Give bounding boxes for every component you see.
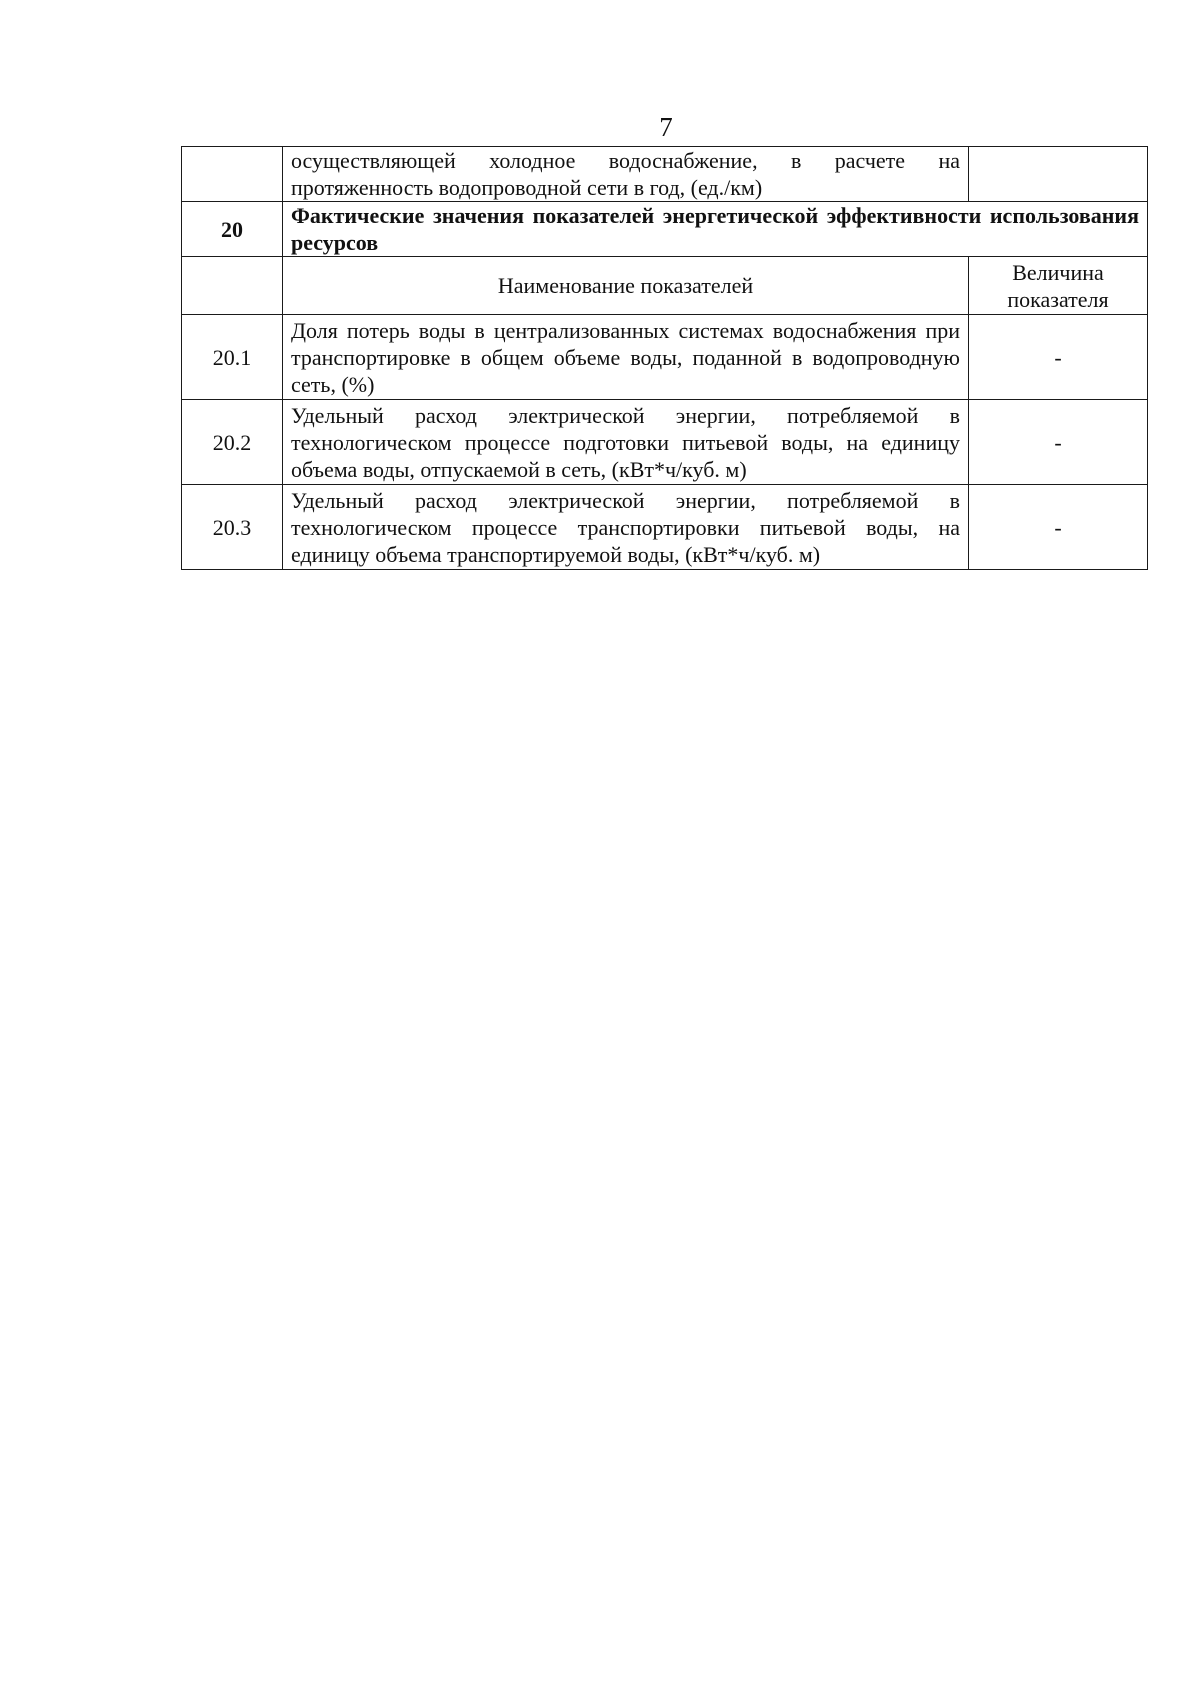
cell-indicator-name: Удельный расход электрической энергии, потребляемой в технологическом процессе подготовки питьевой воды, на единицу объема воды, отпускаемой в сеть, (кВт*ч/куб. м) [283,400,969,485]
section-title: Фактические значения показателей энергетической эффективности использования ресурсов [283,202,1148,257]
cell-indicator-name: Доля потерь воды в централизованных системах водоснабжения при транспортировке в общем объеме воды, поданной в водопроводную сеть, (%) [283,315,969,400]
cell-indicator-name: Удельный расход электрической энергии, потребляемой в технологическом процессе транспортировки питьевой воды, на единицу объема транспортируемой воды, (кВт*ч/куб. м) [283,485,969,570]
cell-number: 20.1 [182,315,283,400]
header-number-cell [182,257,283,315]
table-row [182,485,1148,570]
cell-number [182,147,283,202]
indicators-table [181,146,1148,570]
cell-value [969,147,1148,202]
cell-value: - [969,400,1148,485]
table-row-continuation [182,147,1148,202]
cell-number: 20.2 [182,400,283,485]
cell-value: - [969,315,1148,400]
header-indicator-name: Наименование показателей [283,257,969,315]
cell-value: - [969,485,1148,570]
section-number: 20 [182,202,283,257]
header-indicator-value: Величина показателя [969,257,1148,315]
table-row [182,400,1148,485]
table-row [182,315,1148,400]
table-header-row [182,257,1148,315]
cell-indicator-name: осуществляющей холодное водоснабжение, в расчете на протяженность водопроводной сети в год, (ед./км) [283,147,969,202]
page-number: 7 [659,112,673,142]
section-row [182,202,1148,257]
cell-number: 20.3 [182,485,283,570]
